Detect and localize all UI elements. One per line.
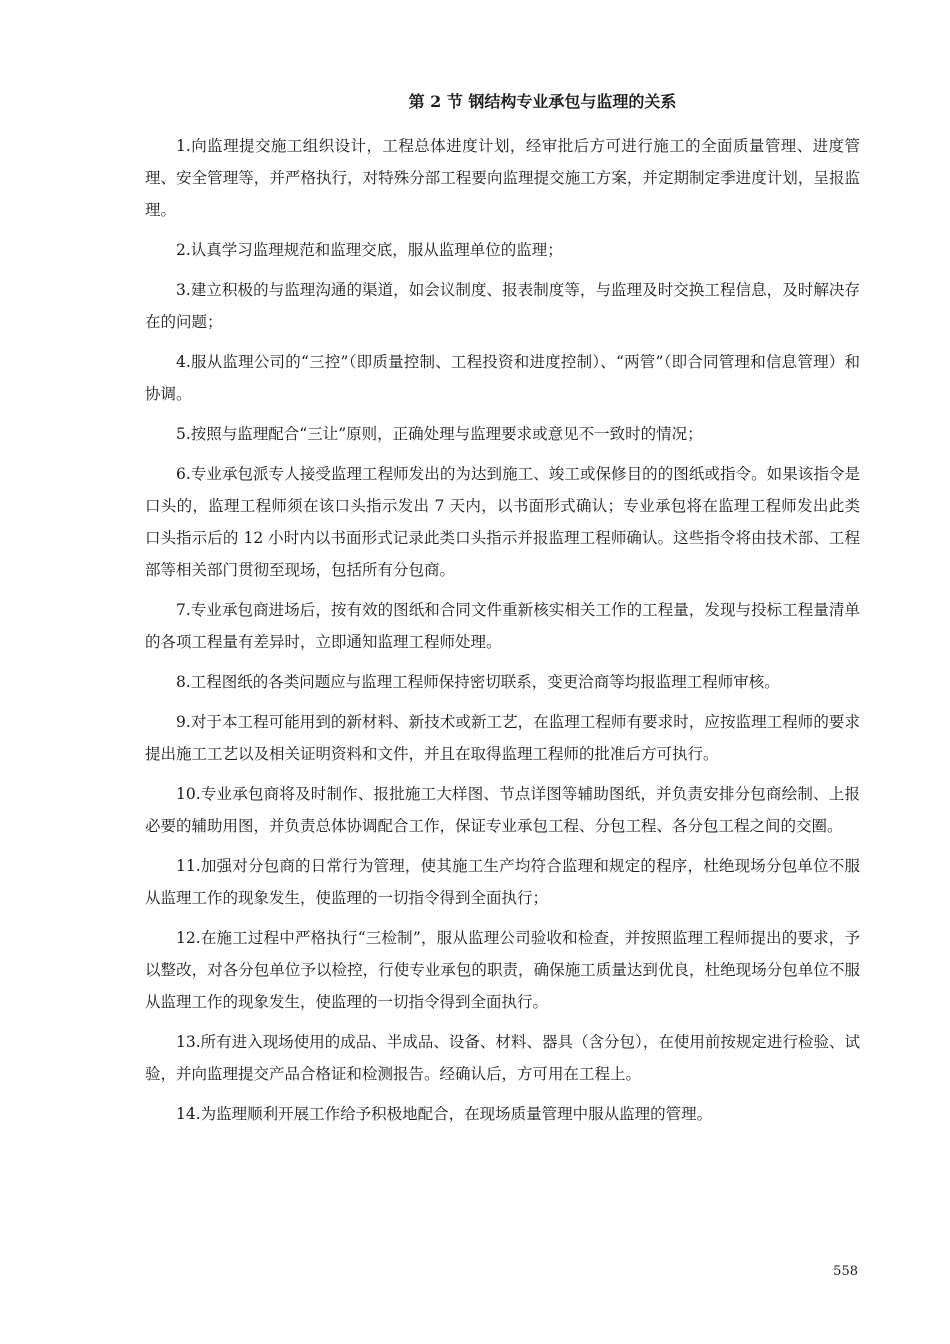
paragraph-9: 9.对于本工程可能用到的新材料、新技术或新工艺，在监理工程师有要求时，应按监理工程师的要求提出施工工艺以及相关证明资料和文件，并且在取得监理工程师的批准后方可执行。 [145, 713, 860, 763]
paragraph-4: 4.服从监理公司的“三控”（即质量控制、工程投资和进度控制）、“两管”（即合同管理和信息管理）和协调。 [145, 353, 860, 403]
paragraph-12: 12.在施工过程中严格执行“三检制”，服从监理公司验收和检查，并按照监理工程师提出的要求，予以整改，对各分包单位予以检控，行使专业承包的职责，确保施工质量达到优良，杜绝现场分包单位不服从监理工作的现象发生，使监理的一切指令得到全面执行。 [145, 929, 860, 1011]
paragraph-13: 13.所有进入现场使用的成品、半成品、设备、材料、器具（含分包），在使用前按规定进行检验、试验，并向监理提交产品合格证和检测报告。经确认后，方可用在工程上。 [145, 1033, 860, 1083]
paragraph-11: 11.加强对分包商的日常行为管理，使其施工生产均符合监理和规定的程序，杜绝现场分包单位不服从监理工作的现象发生，使监理的一切指令得到全面执行； [145, 857, 860, 907]
document-page [145, 88, 860, 1138]
paragraph-1: 1.向监理提交施工组织设计，工程总体进度计划，经审批后方可进行施工的全面质量管理、进度管理、安全管理等，并严格执行，对特殊分部工程要向监理提交施工方案，并定期制定季进度计划，呈报监理。 [145, 137, 860, 219]
paragraph-10: 10.专业承包商将及时制作、报批施工大样图、节点详图等辅助图纸，并负责安排分包商绘制、上报必要的辅助用图，并负责总体协调配合工作，保证专业承包工程、分包工程、各分包工程之间的交圈。 [145, 785, 860, 835]
paragraph-8: 8.工程图纸的各类问题应与监理工程师保持密切联系，变更洽商等均报监理工程师审核。 [176, 673, 780, 691]
paragraph-3: 3.建立积极的与监理沟通的渠道，如会议制度、报表制度等，与监理及时交换工程信息，及时解决存在的问题； [145, 281, 860, 331]
section-title: 第 2 节 钢结构专业承包与监理的关系 [408, 92, 677, 111]
page-number: 558 [833, 1264, 858, 1279]
paragraph-5: 5.按照与监理配合“三让”原则，正确处理与监理要求或意见不一致时的情况； [176, 425, 703, 443]
paragraph-7: 7.专业承包商进场后，按有效的图纸和合同文件重新核实相关工作的工程量，发现与投标工程量清单的各项工程量有差异时，立即通知监理工程师处理。 [145, 601, 860, 651]
paragraph-14: 14.为监理顺利开展工作给予积极地配合，在现场质量管理中服从监理的管理。 [176, 1105, 713, 1123]
paragraph-6: 6.专业承包派专人接受监理工程师发出的为达到施工、竣工或保修目的的图纸或指令。如果该指令是口头的，监理工程师须在该口头指示发出 7 天内，以书面形式确认；专业承包将在监理工程师发出此类口头指示后的 12 小时内以书面形式记录此类口头指示并报监理工程师确认。这些指令将由技术部、工程部等相关部门贯彻至现场，包括所有分包商。 [145, 465, 860, 579]
paragraph-2: 2.认真学习监理规范和监理交底，服从监理单位的监理； [176, 241, 563, 259]
